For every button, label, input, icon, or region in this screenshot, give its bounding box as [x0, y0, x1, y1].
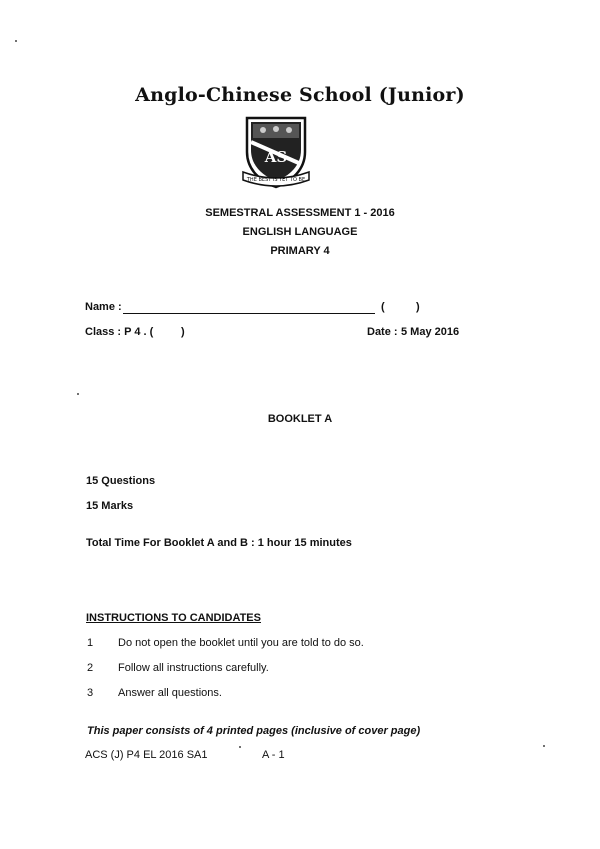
subject-title: ENGLISH LANGUAGE [242, 226, 358, 238]
crest-motto: THE BEST IS YET TO BE [246, 177, 306, 183]
assessment-title: SEMESTRAL ASSESSMENT 1 - 2016 [205, 207, 395, 219]
instruction-text: Answer all questions. [118, 687, 222, 699]
scan-speck [239, 746, 241, 748]
date-value: 5 May 2016 [401, 326, 460, 338]
instruction-number: 3 [87, 687, 94, 699]
paper-code: ACS (J) P4 EL 2016 SA1 [85, 749, 208, 761]
paren-open: ( [381, 301, 385, 313]
paren-close: ) [416, 301, 420, 313]
school-crest-logo [241, 112, 311, 190]
name-label: Name : [85, 301, 122, 313]
name-line [123, 313, 375, 314]
booklet-title: BOOKLET A [267, 413, 333, 425]
scan-speck [15, 40, 17, 42]
svg-text:AS: AS [264, 148, 288, 166]
instruction-text: Do not open the booklet until you are told to do so. [118, 637, 364, 649]
date-label: Date : [367, 326, 398, 338]
school-name: Anglo-Chinese School (Junior) [135, 84, 465, 106]
instructions-heading: INSTRUCTIONS TO CANDIDATES [86, 612, 261, 624]
instruction-text: Follow all instructions carefully. [118, 662, 269, 674]
total-time: Total Time For Booklet A and B : 1 hour 15 minutes [86, 537, 352, 549]
page-number: A - 1 [262, 749, 285, 761]
instruction-number: 2 [87, 662, 94, 674]
class-label: Class : P 4 . ( [85, 326, 154, 338]
questions-count: 15 Questions [86, 475, 156, 487]
scan-speck [543, 745, 545, 747]
marks-count: 15 Marks [86, 500, 134, 512]
level-title: PRIMARY 4 [270, 245, 330, 257]
class-close: ) [181, 326, 185, 338]
instruction-number: 1 [87, 637, 94, 649]
pages-note: This paper consists of 4 printed pages (inclusive of cover page) [87, 725, 421, 737]
scan-speck [77, 393, 79, 395]
